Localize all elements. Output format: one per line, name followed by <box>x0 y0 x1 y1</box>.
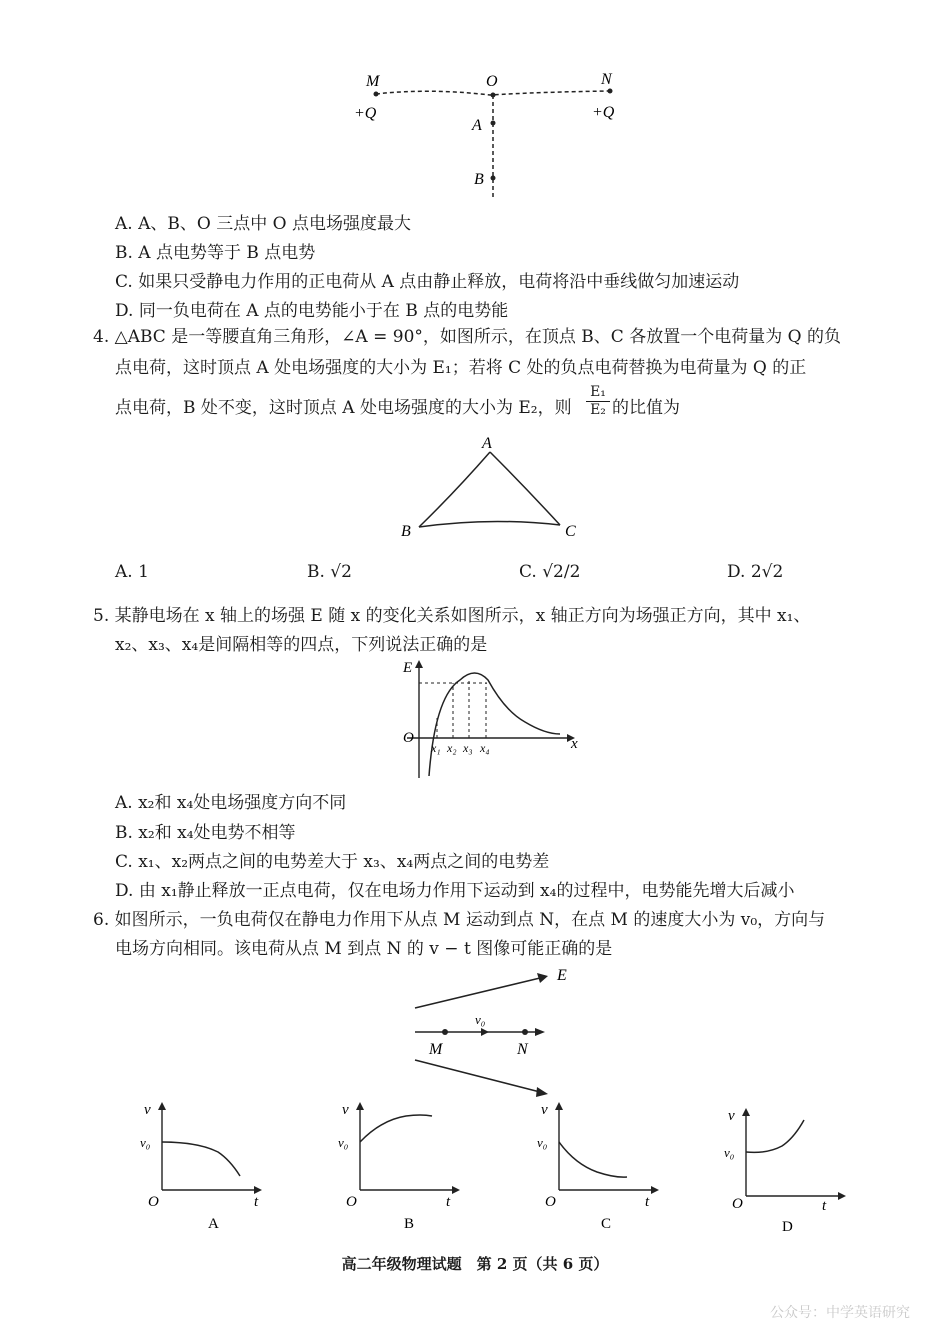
graph-a-t: t <box>254 1194 259 1210</box>
graph-b-v: v <box>342 1102 349 1118</box>
q6-field-figure <box>405 960 585 1100</box>
graph-b-caption: B <box>404 1216 415 1232</box>
q4-stem-line-1: 4. △ABC 是一等腰直角三角形，∠A = 90°，如图所示，在顶点 B、C 各放置一个电荷量为 Q 的负 <box>93 327 841 347</box>
q5-stem-line-2: x₂、x₃、x₄是间隔相等的四点，下列说法正确的是 <box>115 635 488 655</box>
q5-option-c: C. x₁、x₂两点之间的电势差大于 x₃、x₄两点之间的电势差 <box>115 852 550 872</box>
q4-stem-line-4: 的比值为 <box>612 398 680 418</box>
q3-label-B: B <box>474 171 484 188</box>
q4-label-A: A <box>482 435 492 452</box>
q6-label-M: M <box>429 1041 443 1058</box>
q3-figure <box>340 66 630 206</box>
q3-label-M: M <box>366 73 380 90</box>
q6-graph-c <box>535 1098 665 1238</box>
q5-option-d: D. 由 x₁静止释放一正点电荷，仅在电场力作用下运动到 x₄的过程中，电势能先增大后减小 <box>115 881 795 901</box>
q5-stem-line-1: 5. 某静电场在 x 轴上的场强 E 随 x 的变化关系如图所示，x 轴正方向为场强正方向，其中 x₁、 <box>93 606 811 626</box>
q6-graph-d <box>722 1104 852 1244</box>
q3-label-N: N <box>601 71 612 88</box>
q4-triangle-figure <box>395 432 595 547</box>
graph-b-v0: v₀ <box>338 1135 349 1150</box>
graph-c-origin: O <box>545 1194 556 1210</box>
graph-d-v: v <box>728 1108 735 1124</box>
graph-b-origin: O <box>346 1194 357 1210</box>
q4-fraction <box>586 384 610 419</box>
q4-option-a: A. 1 <box>115 562 149 582</box>
graph-a-v0: v₀ <box>140 1135 151 1150</box>
q5-option-a: A. x₂和 x₄处电场强度方向不同 <box>115 793 347 813</box>
q4-label-C: C <box>565 523 576 540</box>
q3-label-q-right: +Q <box>592 104 615 121</box>
graph-a-v: v <box>144 1102 151 1118</box>
q5-label-E: E <box>403 660 413 676</box>
graph-a-origin: O <box>148 1194 159 1210</box>
graph-d-v0: v₀ <box>724 1145 735 1160</box>
q4-stem-line-3: 点电荷，B 处不变，这时顶点 A 处电场强度的大小为 E₂，则 <box>115 398 572 418</box>
q5-e-x-graph <box>395 656 595 782</box>
q6-graph-a <box>138 1098 268 1238</box>
q4-option-d: D. 2√2 <box>727 562 784 582</box>
q5-label-x2: x₂ <box>447 741 457 755</box>
q6-stem-line-2: 电场方向相同。该电荷从点 M 到点 N 的 v − t 图像可能正确的是 <box>115 939 613 959</box>
q4-fraction-numerator: E₁ <box>586 384 610 402</box>
q4-stem-line-2: 点电荷，这时顶点 A 处电场强度的大小为 E₁；若将 C 处的负点电荷替换为电荷量为 Q 的正 <box>115 358 807 378</box>
q6-label-N: N <box>517 1041 528 1058</box>
q5-label-x4: x₄ <box>480 741 490 755</box>
q6-label-E: E <box>557 967 567 984</box>
graph-c-t: t <box>645 1194 650 1210</box>
q3-label-O: O <box>486 73 498 90</box>
graph-c-v: v <box>541 1102 548 1118</box>
graph-a-caption: A <box>208 1216 219 1232</box>
q6-stem-line-1: 6. 如图所示，一负电荷仅在静电力作用下从点 M 运动到点 N，在点 M 的速度大小为 v₀，方向与 <box>93 910 826 930</box>
q3-label-q-left: +Q <box>354 105 377 122</box>
q5-option-b: B. x₂和 x₄处电势不相等 <box>115 823 296 843</box>
q5-label-O: O <box>403 730 414 746</box>
q4-fraction-denominator: E₂ <box>590 402 606 418</box>
graph-d-t: t <box>822 1198 827 1214</box>
graph-b-t: t <box>446 1194 451 1210</box>
q5-label-x3: x₃ <box>463 741 473 755</box>
q3-label-A: A <box>472 117 482 134</box>
q3-option-d: D. 同一负电荷在 A 点的电势能小于在 B 点的电势能 <box>115 301 509 321</box>
watermark: 公众号：中学英语研究 <box>770 1305 910 1321</box>
graph-d-caption: D <box>782 1219 793 1235</box>
q4-label-B: B <box>401 523 411 540</box>
q5-label-x: x <box>571 736 578 752</box>
q6-label-v0: v₀ <box>475 1012 486 1027</box>
graph-d-origin: O <box>732 1196 743 1212</box>
q4-option-c: C. √2/2 <box>519 562 581 582</box>
q3-option-a: A. A、B、O 三点中 O 点电场强度最大 <box>115 214 411 234</box>
q5-label-x1: x₁ <box>431 741 441 755</box>
q4-option-b: B. √2 <box>307 562 352 582</box>
page-footer: 高二年级物理试题 第 2 页（共 6 页） <box>341 1255 609 1273</box>
q6-graph-b <box>336 1098 466 1238</box>
q3-option-b: B. A 点电势等于 B 点电势 <box>115 243 316 263</box>
graph-c-caption: C <box>601 1216 612 1232</box>
q3-option-c: C. 如果只受静电力作用的正电荷从 A 点由静止释放，电荷将沿中垂线做匀加速运动 <box>115 272 740 292</box>
graph-c-v0: v₀ <box>537 1135 548 1150</box>
